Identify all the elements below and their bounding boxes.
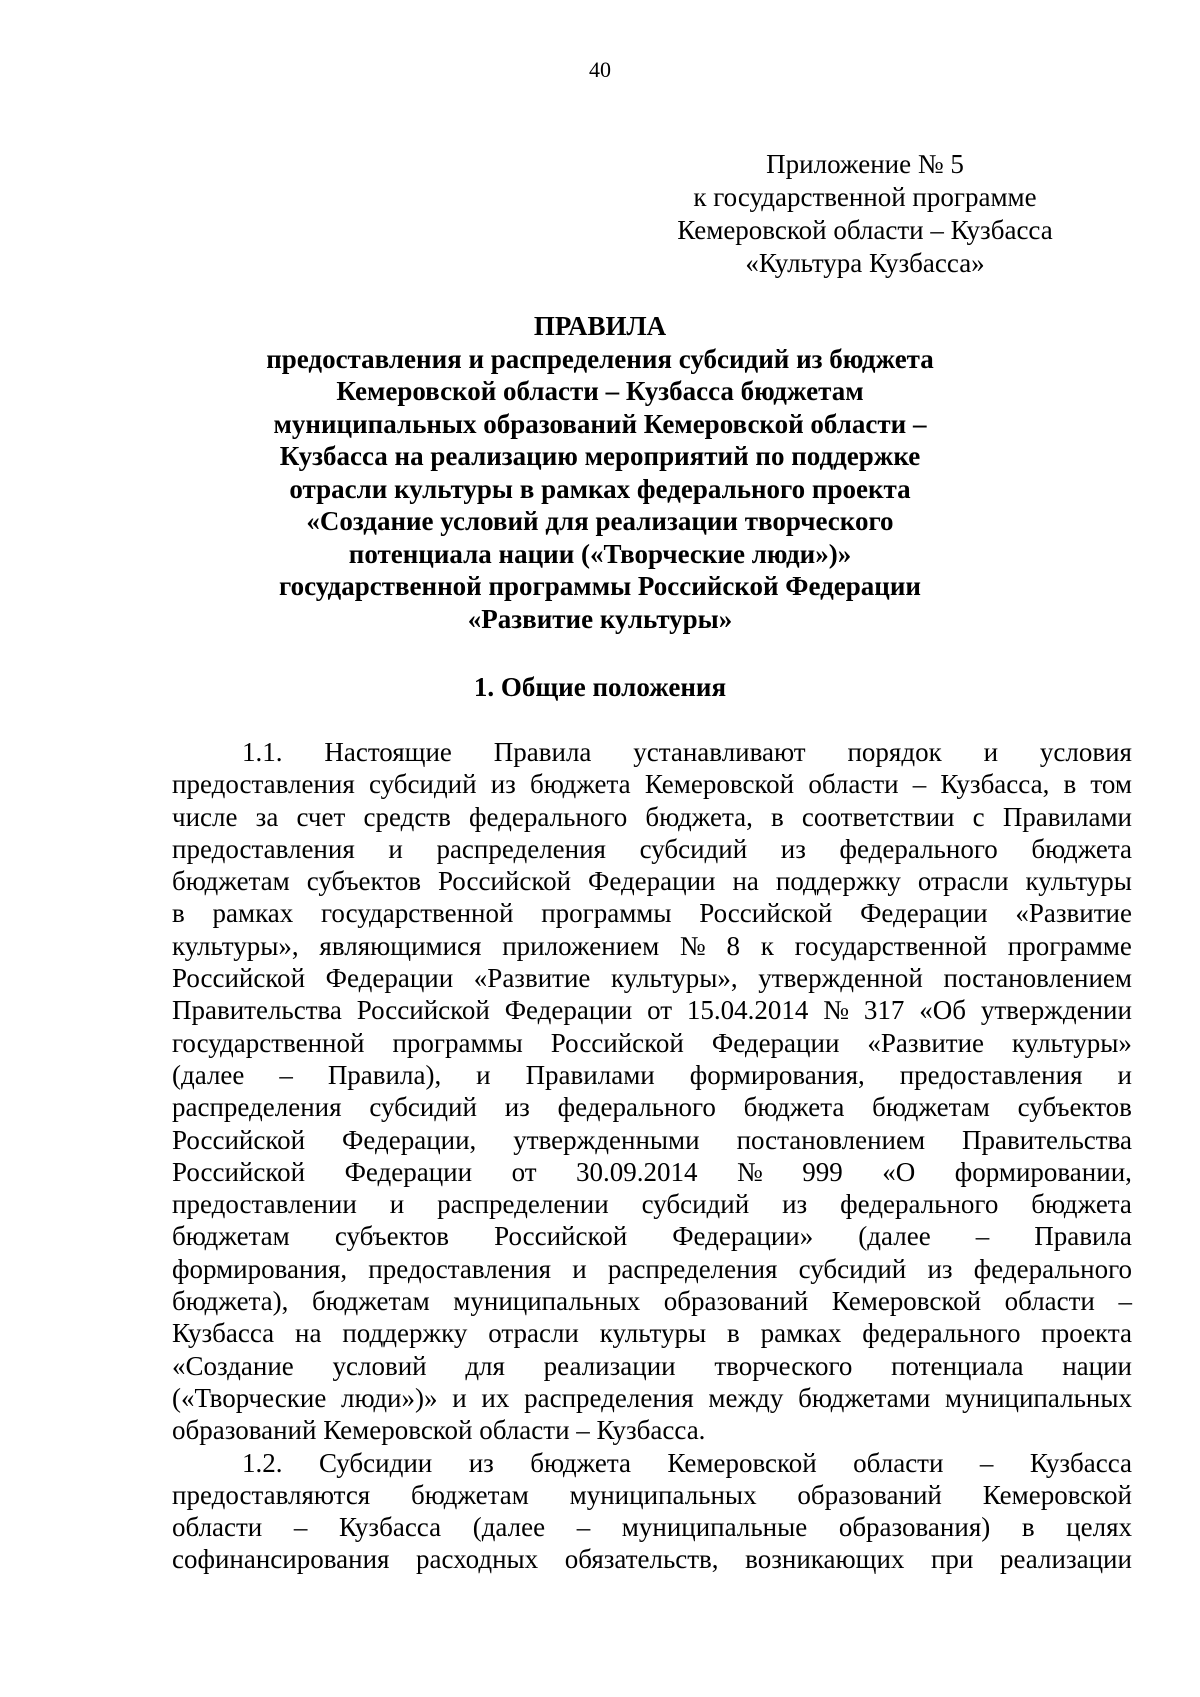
word: программе bbox=[1007, 930, 1132, 961]
word: бюджета bbox=[1031, 1189, 1132, 1220]
word: Субсидии bbox=[318, 1447, 433, 1478]
word: из bbox=[490, 769, 516, 800]
word: их bbox=[481, 1382, 510, 1413]
text-line bbox=[172, 801, 1132, 833]
word: предоставления bbox=[899, 1059, 1083, 1090]
word: из bbox=[504, 1092, 530, 1123]
word: бюджетами bbox=[798, 1382, 931, 1413]
word: (далее bbox=[472, 1512, 546, 1543]
word: средств bbox=[363, 801, 451, 832]
appendix-line: «Культура Кузбасса» bbox=[745, 248, 985, 278]
title-line: ПРАВИЛА bbox=[533, 311, 667, 341]
title-line: муниципальных образований Кемеровской области – bbox=[273, 408, 927, 439]
word: обязательств, bbox=[564, 1544, 719, 1575]
word: – bbox=[975, 1221, 990, 1252]
word: Федерации bbox=[325, 963, 454, 994]
text-line bbox=[172, 962, 1132, 994]
title-line: Кузбасса на реализацию мероприятий по поддержке bbox=[279, 441, 921, 471]
word: проекта bbox=[1041, 1318, 1132, 1349]
word: рамках bbox=[212, 898, 294, 929]
word: от bbox=[647, 995, 673, 1026]
word: и bbox=[389, 1189, 405, 1220]
word: формирования, bbox=[172, 1253, 348, 1284]
word: приложением bbox=[502, 930, 660, 961]
word: из bbox=[782, 1189, 808, 1220]
word: государственной bbox=[794, 930, 987, 961]
word: предоставлении bbox=[172, 1189, 357, 1220]
word: № bbox=[679, 930, 706, 961]
word: в bbox=[771, 801, 784, 832]
word: – bbox=[1118, 1286, 1132, 1317]
word: № bbox=[737, 1156, 763, 1187]
page-number: 40 bbox=[589, 57, 611, 82]
word: бюджетам bbox=[411, 1479, 529, 1510]
title-line: отрасли культуры в рамках федерального проекта bbox=[289, 473, 911, 504]
word: поддержку bbox=[775, 866, 901, 897]
word: (далее bbox=[858, 1221, 931, 1252]
word: утвержденной bbox=[758, 963, 923, 994]
word: предоставляются bbox=[172, 1479, 371, 1510]
title-line: Кемеровской области – Кузбасса бюджетам bbox=[336, 376, 864, 406]
word: формировании, bbox=[954, 1156, 1132, 1187]
word: Кузбасса bbox=[338, 1512, 442, 1543]
word: 317 bbox=[863, 995, 905, 1026]
title-line: «Создание условий для реализации творческого bbox=[306, 506, 894, 536]
word: в bbox=[727, 1318, 740, 1349]
word: для bbox=[465, 1350, 505, 1381]
word: образования) bbox=[838, 1512, 991, 1543]
word: Настоящие bbox=[324, 737, 452, 767]
word: – bbox=[293, 1512, 308, 1543]
word: муниципальных bbox=[569, 1479, 757, 1510]
word: постановлением bbox=[943, 963, 1132, 994]
word: из bbox=[927, 1253, 953, 1284]
word: федерального bbox=[839, 833, 998, 864]
word: отрасли bbox=[917, 866, 1009, 897]
text-line bbox=[172, 1059, 1132, 1091]
word: федерального bbox=[973, 1253, 1132, 1284]
word: муниципальные bbox=[621, 1512, 808, 1543]
word: 1.1. bbox=[242, 737, 283, 767]
word: Кемеровской bbox=[644, 769, 795, 800]
text-line bbox=[172, 930, 1132, 962]
text-line bbox=[172, 1220, 1132, 1252]
word: 15.04.2014 bbox=[686, 995, 809, 1026]
word: субсидий bbox=[641, 1189, 750, 1220]
word: бюджета bbox=[530, 1447, 631, 1478]
word: порядок bbox=[847, 737, 942, 767]
word: «Об bbox=[919, 995, 966, 1026]
word: – bbox=[576, 1415, 597, 1446]
word: распределения bbox=[172, 1092, 342, 1123]
word: субсидий bbox=[798, 1253, 907, 1284]
appendix-line: к государственной программе bbox=[693, 182, 1037, 212]
word: реализации bbox=[999, 1544, 1132, 1575]
word: 30.09.2014 bbox=[576, 1156, 698, 1187]
title-line: «Развитие культуры» bbox=[467, 603, 733, 634]
word: творческого bbox=[714, 1350, 853, 1381]
word: Кузбасса bbox=[172, 1318, 275, 1349]
word: государственной bbox=[321, 898, 514, 929]
title-line: предоставления и распределения субсидий из бюджета bbox=[266, 343, 934, 374]
word: и bbox=[452, 1382, 467, 1413]
word: устанавливают bbox=[633, 737, 806, 767]
word: потенциала bbox=[891, 1350, 1024, 1381]
word: – bbox=[576, 1512, 591, 1543]
word: культуры bbox=[599, 1318, 707, 1349]
paragraph-1-2 bbox=[172, 1447, 1132, 1576]
word: бюджета), bbox=[172, 1286, 289, 1317]
word: Кемеровской bbox=[667, 1447, 817, 1478]
word: Кемеровской bbox=[323, 1415, 480, 1446]
word: бюджетам bbox=[172, 866, 290, 897]
word: программы bbox=[541, 898, 672, 929]
word: и bbox=[1117, 1059, 1132, 1090]
word: распределении bbox=[437, 1189, 609, 1220]
appendix-line: Приложение № 5 bbox=[766, 149, 964, 179]
word: программы bbox=[392, 1027, 523, 1058]
word: (далее bbox=[172, 1059, 245, 1090]
word: 1.2. bbox=[242, 1447, 283, 1478]
text-line bbox=[172, 1414, 1132, 1446]
word: люди»)» bbox=[341, 1382, 438, 1413]
word: «Развитие bbox=[867, 1027, 985, 1058]
word: Федерации bbox=[587, 866, 716, 897]
word: муниципальных bbox=[945, 1382, 1132, 1413]
word: условий bbox=[332, 1350, 427, 1381]
word: области bbox=[1004, 1286, 1095, 1317]
word: Кузбасса bbox=[1029, 1447, 1132, 1478]
word: «Создание bbox=[172, 1350, 294, 1381]
word: Правительства bbox=[172, 995, 342, 1026]
word: федерального bbox=[557, 1092, 716, 1123]
word: – bbox=[979, 1447, 994, 1478]
word: том bbox=[1090, 769, 1132, 800]
text-line bbox=[172, 1511, 1132, 1543]
text-line bbox=[172, 994, 1132, 1026]
word: формирования, bbox=[689, 1059, 865, 1090]
title-line: государственной программы Российской Федерации bbox=[279, 571, 921, 601]
text-line bbox=[172, 897, 1132, 929]
word: числе bbox=[172, 801, 238, 832]
word: культуры», bbox=[172, 930, 299, 961]
text-line bbox=[172, 1253, 1132, 1285]
word: «Развитие bbox=[473, 963, 591, 994]
word: Федерации bbox=[860, 898, 988, 929]
text-line bbox=[172, 1350, 1132, 1382]
word: Федерации bbox=[504, 995, 633, 1026]
word: Федерации, bbox=[342, 1124, 477, 1155]
word: образований bbox=[663, 1286, 809, 1317]
word: Российской bbox=[356, 995, 490, 1026]
word: Российской bbox=[550, 1027, 684, 1058]
word: Российской bbox=[172, 1156, 306, 1187]
text-line bbox=[172, 1285, 1132, 1317]
word: культуры bbox=[1025, 866, 1132, 897]
text-line bbox=[172, 1317, 1132, 1349]
word: бюджетам bbox=[172, 1221, 290, 1252]
word: субъектов bbox=[1017, 1092, 1132, 1123]
word: и bbox=[476, 1059, 491, 1090]
word: субсидий bbox=[639, 833, 748, 864]
text-line bbox=[172, 768, 1132, 800]
word: субъектов bbox=[306, 866, 421, 897]
section-heading: 1. Общие положения bbox=[473, 672, 727, 702]
word: «Развитие bbox=[1015, 898, 1132, 929]
text-line bbox=[172, 1447, 1132, 1479]
word: распределения bbox=[524, 1382, 694, 1413]
word: утверждении bbox=[980, 995, 1132, 1026]
word: предоставления bbox=[368, 1253, 552, 1284]
word: культуры» bbox=[1012, 1027, 1132, 1058]
word: расходных bbox=[416, 1544, 539, 1575]
word: от bbox=[511, 1156, 537, 1187]
word: Российской bbox=[437, 866, 572, 897]
document-body bbox=[172, 736, 1132, 1576]
word: в bbox=[1063, 769, 1077, 800]
word: федерального bbox=[862, 1318, 1021, 1349]
word: – bbox=[279, 1059, 293, 1090]
word: из bbox=[780, 833, 806, 864]
word: рамках bbox=[760, 1318, 842, 1349]
word: к bbox=[760, 930, 774, 961]
text-line bbox=[172, 865, 1132, 897]
word: счет bbox=[296, 801, 346, 832]
word: 8 bbox=[726, 930, 740, 961]
word: Правилами bbox=[1002, 801, 1132, 832]
word: из bbox=[468, 1447, 494, 1478]
word: бюджета, bbox=[645, 801, 753, 832]
text-line bbox=[172, 1479, 1132, 1511]
text-line bbox=[172, 1188, 1132, 1220]
word: отрасли bbox=[488, 1318, 579, 1349]
word: утвержденными bbox=[513, 1124, 700, 1155]
word: бюджетам bbox=[311, 1286, 430, 1317]
word: области bbox=[479, 1415, 577, 1446]
word: муниципальных bbox=[453, 1286, 641, 1317]
text-line bbox=[172, 1543, 1132, 1575]
word: Российской bbox=[172, 963, 306, 994]
word: соответствии bbox=[801, 801, 955, 832]
word: культуры», bbox=[611, 963, 738, 994]
word: предоставления bbox=[172, 769, 355, 800]
word: распределения bbox=[436, 833, 606, 864]
word: Федерации» bbox=[672, 1221, 814, 1252]
word: возникающих bbox=[745, 1544, 905, 1575]
word: условия bbox=[1039, 737, 1132, 767]
word: постановлением bbox=[736, 1124, 926, 1155]
word: реализации bbox=[543, 1350, 676, 1381]
word: федерального bbox=[469, 801, 628, 832]
word: за bbox=[255, 801, 279, 832]
text-line bbox=[172, 1027, 1132, 1059]
word: субсидий bbox=[369, 1092, 477, 1123]
word: на bbox=[732, 866, 759, 897]
word: в bbox=[172, 898, 185, 929]
text-line bbox=[172, 833, 1132, 865]
word: в bbox=[1021, 1512, 1035, 1543]
word: и bbox=[983, 737, 999, 767]
word: («Творческие bbox=[172, 1382, 327, 1413]
text-line bbox=[172, 1091, 1132, 1123]
text-line bbox=[172, 736, 1132, 768]
word: Российской bbox=[172, 1124, 306, 1155]
word: Правила bbox=[1034, 1221, 1132, 1252]
word: области bbox=[172, 1512, 263, 1543]
text-line bbox=[172, 1156, 1132, 1188]
word: на bbox=[295, 1318, 322, 1349]
word: целях bbox=[1066, 1512, 1132, 1543]
word: предоставления bbox=[172, 833, 355, 864]
word: № bbox=[823, 995, 850, 1026]
word: софинансирования bbox=[172, 1544, 390, 1575]
word: государственной bbox=[172, 1027, 365, 1058]
word: Федерации bbox=[711, 1027, 840, 1058]
word: являющимися bbox=[319, 930, 482, 961]
title-line: потенциала нации («Творческие люди»)» bbox=[348, 538, 852, 569]
word: бюджета bbox=[743, 1092, 845, 1123]
word: при bbox=[930, 1544, 974, 1575]
word: субсидий bbox=[368, 769, 477, 800]
word: образований bbox=[797, 1479, 942, 1510]
word: «О bbox=[882, 1156, 916, 1187]
word: субъектов bbox=[334, 1221, 450, 1252]
word: между bbox=[708, 1382, 784, 1413]
text-line bbox=[172, 1382, 1132, 1414]
word: Кузбасса. bbox=[596, 1415, 706, 1446]
paragraph-1-1 bbox=[172, 736, 1132, 1447]
document-title bbox=[160, 310, 1040, 635]
word: бюджета bbox=[1031, 833, 1132, 864]
word: Российской bbox=[699, 898, 833, 929]
word: Правила bbox=[493, 737, 592, 767]
text-line bbox=[172, 1124, 1132, 1156]
word: и bbox=[572, 1253, 587, 1284]
word: Российской bbox=[494, 1221, 628, 1252]
word: бюджетам bbox=[872, 1092, 990, 1123]
word: с bbox=[972, 801, 985, 832]
word: распределения bbox=[607, 1253, 778, 1284]
word: Кемеровской bbox=[982, 1479, 1132, 1510]
word: Кемеровской bbox=[831, 1286, 982, 1317]
word: образований bbox=[172, 1415, 324, 1446]
word: бюджета bbox=[529, 769, 631, 800]
word: федерального bbox=[840, 1189, 999, 1220]
word: Правила), bbox=[327, 1059, 442, 1090]
word: области bbox=[853, 1447, 944, 1478]
word: Правилами bbox=[525, 1059, 655, 1090]
word: Кузбасса, bbox=[940, 769, 1050, 800]
word: нации bbox=[1062, 1350, 1132, 1381]
word: Федерации bbox=[344, 1156, 473, 1187]
word: Правительства bbox=[962, 1124, 1132, 1155]
appendix-reference bbox=[650, 148, 1080, 280]
word: области bbox=[808, 769, 899, 800]
word: поддержку bbox=[342, 1318, 468, 1349]
word: – bbox=[912, 769, 927, 800]
appendix-line: Кемеровской области – Кузбасса bbox=[677, 215, 1053, 245]
word: и bbox=[388, 833, 403, 864]
word: 999 bbox=[802, 1156, 843, 1187]
